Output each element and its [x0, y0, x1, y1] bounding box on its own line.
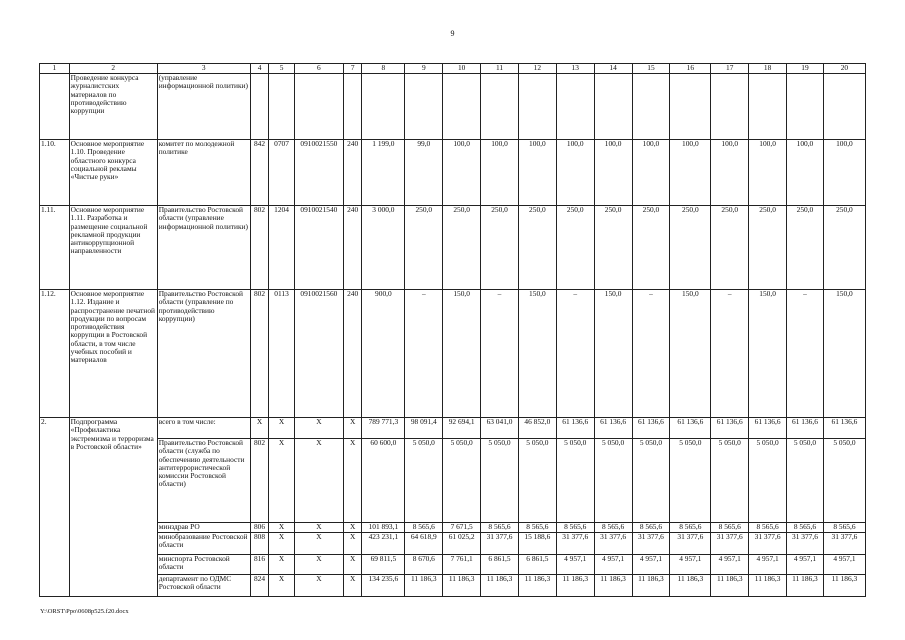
table-row — [40, 206, 866, 290]
value-cell: 789 771,3 — [362, 418, 405, 439]
column-number-cell: 11 — [481, 64, 519, 74]
code-cell: 240 — [343, 206, 361, 290]
code-cell: 824 — [250, 575, 268, 597]
code-cell: 0910021560 — [294, 290, 343, 418]
value-cell: 92 694,1 — [443, 418, 481, 439]
value-cell: 4 957,1 — [749, 555, 787, 575]
value-cell: 100,0 — [670, 140, 711, 206]
value-cell: 250,0 — [711, 206, 749, 290]
value-cell: 250,0 — [556, 206, 594, 290]
value-cell: 150,0 — [443, 290, 481, 418]
code-cell: Х — [343, 575, 361, 597]
value-cell: 31 377,6 — [749, 533, 787, 555]
value-cell: 11 186,3 — [787, 575, 824, 597]
executor-name: минздрав РО — [157, 523, 250, 533]
value-cell: 31 377,6 — [711, 533, 749, 555]
code-cell — [269, 74, 295, 140]
value-cell: 250,0 — [823, 206, 865, 290]
column-number-cell: 18 — [749, 64, 787, 74]
value-cell: 11 186,3 — [443, 575, 481, 597]
code-cell — [343, 74, 361, 140]
value-cell: 4 957,1 — [670, 555, 711, 575]
value-cell: 31 377,6 — [823, 533, 865, 555]
value-cell: 31 377,6 — [670, 533, 711, 555]
value-cell: 250,0 — [749, 206, 787, 290]
value-cell: 6 861,5 — [481, 555, 519, 575]
code-cell: Х — [343, 523, 361, 533]
value-cell: 100,0 — [787, 140, 824, 206]
executor-name: минспорта Ростовской области — [157, 555, 250, 575]
value-cell: 7 761,1 — [443, 555, 481, 575]
code-cell: 802 — [250, 290, 268, 418]
value-cell: 100,0 — [749, 140, 787, 206]
value-cell: 250,0 — [481, 206, 519, 290]
table-row — [40, 290, 866, 418]
value-cell: 6 861,5 — [518, 555, 556, 575]
value-cell: 8 565,6 — [481, 523, 519, 533]
value-cell: 100,0 — [481, 140, 519, 206]
value-cell: 4 957,1 — [823, 555, 865, 575]
executor-name: Правительство Ростовской области (управление по противодействию коррупции) — [157, 290, 250, 418]
value-cell: 5 050,0 — [670, 439, 711, 523]
value-cell: – — [787, 290, 824, 418]
value-cell: 31 377,6 — [481, 533, 519, 555]
value-cell: 69 811,5 — [362, 555, 405, 575]
value-cell: 8 565,6 — [670, 523, 711, 533]
value-cell: 5 050,0 — [556, 439, 594, 523]
value-cell: 61 136,6 — [823, 418, 865, 439]
value-cell: 150,0 — [670, 290, 711, 418]
value-cell: 150,0 — [823, 290, 865, 418]
value-cell: 8 565,6 — [405, 523, 443, 533]
column-number-cell: 20 — [823, 64, 865, 74]
value-cell: 900,0 — [362, 290, 405, 418]
value-cell: 61 136,6 — [556, 418, 594, 439]
code-cell: Х — [343, 533, 361, 555]
value-cell — [711, 74, 749, 140]
value-cell: 250,0 — [405, 206, 443, 290]
code-cell: 240 — [343, 290, 361, 418]
value-cell — [481, 74, 519, 140]
value-cell: 250,0 — [670, 206, 711, 290]
value-cell: 5 050,0 — [594, 439, 632, 523]
value-cell: – — [405, 290, 443, 418]
value-cell: 100,0 — [711, 140, 749, 206]
value-cell: 100,0 — [823, 140, 865, 206]
value-cell: 11 186,3 — [594, 575, 632, 597]
value-cell: 1 199,0 — [362, 140, 405, 206]
value-cell: 5 050,0 — [443, 439, 481, 523]
code-cell: Х — [269, 418, 295, 439]
value-cell — [632, 74, 670, 140]
executor-name: минобразование Ростовской области — [157, 533, 250, 555]
row-number — [40, 74, 70, 140]
column-number-cell: 6 — [294, 64, 343, 74]
value-cell: 61 136,6 — [711, 418, 749, 439]
code-cell: 806 — [250, 523, 268, 533]
column-number-cell: 15 — [632, 64, 670, 74]
column-number-cell: 4 — [250, 64, 268, 74]
column-number-cell: 9 — [405, 64, 443, 74]
value-cell: 5 050,0 — [749, 439, 787, 523]
row-number: 1.10. — [40, 140, 70, 206]
value-cell: 99,0 — [405, 140, 443, 206]
value-cell: 31 377,6 — [556, 533, 594, 555]
value-cell: 8 565,6 — [518, 523, 556, 533]
value-cell: 8 565,6 — [711, 523, 749, 533]
code-cell — [250, 74, 268, 140]
value-cell: 4 957,1 — [594, 555, 632, 575]
value-cell: 250,0 — [594, 206, 632, 290]
column-number-cell: 12 — [518, 64, 556, 74]
activity-name: Основное мероприятие 1.10. Проведение областного конкурса социальной рекламы «Чистые руки» — [69, 140, 157, 206]
executor-name: департамент по ОДМС Ростовской области — [157, 575, 250, 597]
value-cell: 5 050,0 — [632, 439, 670, 523]
code-cell: 802 — [250, 206, 268, 290]
code-cell: 240 — [343, 140, 361, 206]
value-cell: 8 565,6 — [823, 523, 865, 533]
executor-name: Правительство Ростовской области (управление информационной политики) — [157, 206, 250, 290]
value-cell: 11 186,3 — [481, 575, 519, 597]
row-number: 2. — [40, 418, 70, 597]
code-cell: Х — [343, 418, 361, 439]
value-cell: 250,0 — [787, 206, 824, 290]
value-cell: 11 186,3 — [632, 575, 670, 597]
code-cell: 0113 — [269, 290, 295, 418]
value-cell: 98 091,4 — [405, 418, 443, 439]
value-cell — [443, 74, 481, 140]
executor-name: (управление информационной политики) — [157, 74, 250, 140]
code-cell: Х — [269, 439, 295, 523]
executor-name: Правительство Ростовской области (служба по обеспечению деятельности антитеррористической комиссии Ростовской области) — [157, 439, 250, 523]
code-cell — [294, 74, 343, 140]
value-cell: 3 000,0 — [362, 206, 405, 290]
code-cell: Х — [269, 523, 295, 533]
value-cell: 8 670,6 — [405, 555, 443, 575]
value-cell: 4 957,1 — [711, 555, 749, 575]
table-row — [40, 140, 866, 206]
value-cell: 101 893,1 — [362, 523, 405, 533]
value-cell: 11 186,3 — [670, 575, 711, 597]
value-cell — [594, 74, 632, 140]
value-cell: 100,0 — [518, 140, 556, 206]
value-cell: 61 136,6 — [749, 418, 787, 439]
page-number: 9 — [450, 29, 455, 38]
table-row — [40, 555, 866, 575]
code-cell: Х — [294, 439, 343, 523]
file-path-footer: Y:\ORST\Ppo\0608p525.f20.docx — [40, 608, 129, 615]
code-cell: 0707 — [269, 140, 295, 206]
value-cell: – — [711, 290, 749, 418]
subprogram-name: Подпрограмма «Профилактика экстремизма и терроризма в Ростовской области» — [69, 418, 157, 597]
code-cell: Х — [294, 418, 343, 439]
column-number-cell: 19 — [787, 64, 824, 74]
value-cell: 8 565,6 — [556, 523, 594, 533]
code-cell: Х — [250, 418, 268, 439]
activity-name: Основное мероприятие 1.11. Разработка и размещение социальной рекламной продукции антикоррупционной направленности — [69, 206, 157, 290]
value-cell: 4 957,1 — [556, 555, 594, 575]
value-cell: 31 377,6 — [594, 533, 632, 555]
row-number: 1.11. — [40, 206, 70, 290]
value-cell: – — [481, 290, 519, 418]
value-cell — [749, 74, 787, 140]
code-cell: Х — [269, 533, 295, 555]
code-cell: 1204 — [269, 206, 295, 290]
column-number-cell: 2 — [69, 64, 157, 74]
code-cell: 0910021550 — [294, 140, 343, 206]
executor-name: всего в том числе: — [157, 418, 250, 439]
column-number-cell: 16 — [670, 64, 711, 74]
value-cell: 100,0 — [632, 140, 670, 206]
table-row — [40, 533, 866, 555]
value-cell: 8 565,6 — [787, 523, 824, 533]
value-cell: 5 050,0 — [823, 439, 865, 523]
table-row — [40, 439, 866, 523]
row-number: 1.12. — [40, 290, 70, 418]
column-number-cell: 3 — [157, 64, 250, 74]
code-cell: Х — [343, 555, 361, 575]
code-cell: Х — [294, 555, 343, 575]
code-cell: Х — [294, 575, 343, 597]
column-number-cell: 5 — [269, 64, 295, 74]
code-cell: 816 — [250, 555, 268, 575]
value-cell — [518, 74, 556, 140]
value-cell — [362, 74, 405, 140]
value-cell: 61 136,6 — [670, 418, 711, 439]
value-cell — [556, 74, 594, 140]
value-cell: 11 186,3 — [556, 575, 594, 597]
value-cell: 5 050,0 — [787, 439, 824, 523]
activity-name: Проведение конкурса журналистских материалов по противодействию коррупции — [69, 74, 157, 140]
column-number-cell: 8 — [362, 64, 405, 74]
code-cell: Х — [294, 533, 343, 555]
value-cell: 11 186,3 — [823, 575, 865, 597]
code-cell: 802 — [250, 439, 268, 523]
value-cell: 8 565,6 — [594, 523, 632, 533]
code-cell: Х — [343, 439, 361, 523]
column-number-cell: 13 — [556, 64, 594, 74]
code-cell: Х — [294, 523, 343, 533]
table-row — [40, 523, 866, 533]
column-number-cell: 7 — [343, 64, 361, 74]
value-cell — [787, 74, 824, 140]
value-cell: 61 136,6 — [632, 418, 670, 439]
executor-name: комитет по молодежной политике — [157, 140, 250, 206]
value-cell: – — [556, 290, 594, 418]
table-row — [40, 575, 866, 597]
value-cell: 5 050,0 — [481, 439, 519, 523]
code-cell: 0910021540 — [294, 206, 343, 290]
value-cell: 100,0 — [443, 140, 481, 206]
value-cell — [670, 74, 711, 140]
value-cell: 61 136,6 — [594, 418, 632, 439]
value-cell: 64 618,9 — [405, 533, 443, 555]
value-cell: 4 957,1 — [787, 555, 824, 575]
value-cell: 250,0 — [632, 206, 670, 290]
code-cell: 808 — [250, 533, 268, 555]
column-number-row — [40, 64, 866, 74]
activity-name: Основное мероприятие 1.12. Издание и распространение печатной продукции по вопросам противодействия коррупции в Ростовской области, в том числе учебных пособий и материалов — [69, 290, 157, 418]
value-cell: 11 186,3 — [518, 575, 556, 597]
value-cell: 11 186,3 — [749, 575, 787, 597]
value-cell: 15 188,6 — [518, 533, 556, 555]
value-cell: 100,0 — [594, 140, 632, 206]
value-cell: 150,0 — [518, 290, 556, 418]
value-cell: 150,0 — [594, 290, 632, 418]
column-number-cell: 17 — [711, 64, 749, 74]
table-row — [40, 418, 866, 439]
table-row — [40, 74, 866, 140]
value-cell: 61 025,2 — [443, 533, 481, 555]
value-cell — [823, 74, 865, 140]
value-cell: 11 186,3 — [405, 575, 443, 597]
code-cell: Х — [269, 575, 295, 597]
value-cell: 63 041,0 — [481, 418, 519, 439]
value-cell: 5 050,0 — [518, 439, 556, 523]
value-cell: 250,0 — [518, 206, 556, 290]
budget-table — [39, 63, 866, 597]
value-cell: 7 671,5 — [443, 523, 481, 533]
value-cell — [405, 74, 443, 140]
value-cell: 150,0 — [749, 290, 787, 418]
value-cell: 60 600,0 — [362, 439, 405, 523]
value-cell: 250,0 — [443, 206, 481, 290]
value-cell: 5 050,0 — [405, 439, 443, 523]
value-cell: 5 050,0 — [711, 439, 749, 523]
column-number-cell: 1 — [40, 64, 70, 74]
value-cell: – — [632, 290, 670, 418]
value-cell: 61 136,6 — [787, 418, 824, 439]
column-number-cell: 10 — [443, 64, 481, 74]
value-cell: 100,0 — [556, 140, 594, 206]
value-cell: 11 186,3 — [711, 575, 749, 597]
value-cell: 8 565,6 — [632, 523, 670, 533]
value-cell: 8 565,6 — [749, 523, 787, 533]
value-cell: 31 377,6 — [787, 533, 824, 555]
value-cell: 46 852,0 — [518, 418, 556, 439]
value-cell: 134 235,6 — [362, 575, 405, 597]
column-number-cell: 14 — [594, 64, 632, 74]
value-cell: 423 231,1 — [362, 533, 405, 555]
code-cell: 842 — [250, 140, 268, 206]
value-cell: 31 377,6 — [632, 533, 670, 555]
code-cell: Х — [269, 555, 295, 575]
value-cell: 4 957,1 — [632, 555, 670, 575]
